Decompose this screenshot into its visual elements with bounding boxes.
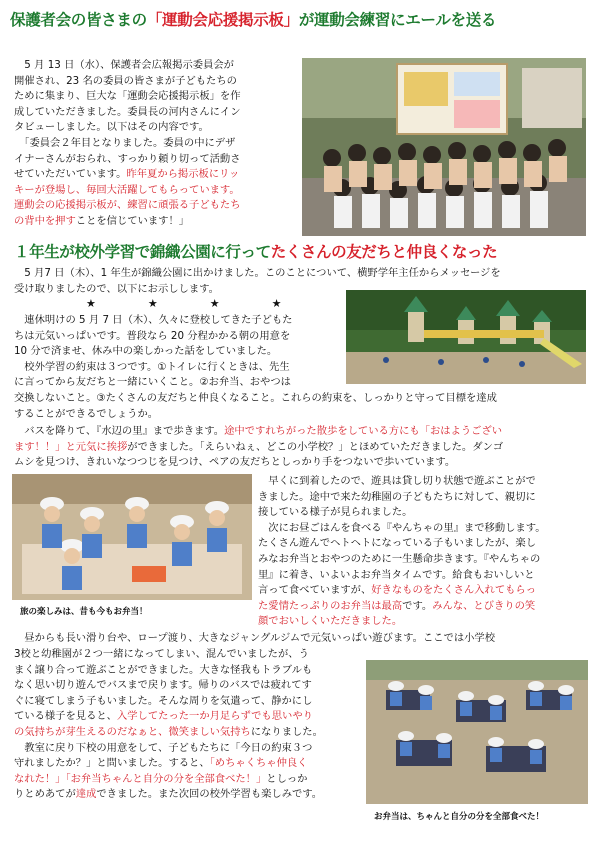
p6-d: りとめあてが bbox=[14, 788, 76, 801]
p5-line bbox=[14, 709, 362, 725]
p4-i: です。 bbox=[402, 599, 433, 612]
p6-d2: できました。また次回の校外学習も楽しみです。 bbox=[96, 788, 323, 801]
p4-line: 早くに到着したので、遊具は貸し切り状態で遊ぶことがで bbox=[258, 475, 536, 487]
p1-line: 校外学習の約束は３つです。①トイレに行くときは、先生 bbox=[14, 360, 290, 373]
section2-paragraph5 bbox=[14, 647, 362, 803]
title-part3: が運動会練習にエールを送る bbox=[298, 11, 497, 29]
s1-line11-red: の背中を押す bbox=[14, 214, 76, 227]
p4-line: たくさん遊んでヘトヘトになっている子もいましたが、楽し bbox=[258, 537, 537, 550]
p4-line bbox=[258, 583, 592, 599]
p5-line: なく思い切り遊んでバスまで戻ります。帰りのバスでは疲れてす bbox=[14, 679, 312, 692]
p6-line: 教室に戻り下校の用意をして、子どもたちに「今日の約束３つ bbox=[14, 741, 313, 754]
star-divider: ★★★★ bbox=[86, 297, 334, 310]
p4-h: 言って食べていますが、 bbox=[258, 584, 372, 597]
s1-line9-red: キーが登場し、毎回大活躍してもらっています。 bbox=[14, 183, 240, 196]
p4-h-red: 好きなものをたくさん入れてもらっ bbox=[371, 584, 537, 597]
playground-photo-graphic bbox=[346, 290, 586, 384]
title-part1: 保護者会の皆さまの bbox=[10, 11, 147, 29]
picnic-caption: 旅の楽しみは、昔も今もお弁当！ bbox=[20, 607, 148, 617]
intro-line: 5 月7 日（木）、1 年生が錦織公園に出かけました。このことについて、横野学年主任からメッセージを bbox=[14, 267, 501, 279]
p4-line bbox=[258, 614, 592, 630]
section2-title bbox=[14, 240, 594, 262]
section2-paragraph2 bbox=[14, 391, 592, 422]
s1-line bbox=[14, 214, 296, 230]
p5-line: まく譲り合って遊ぶことができました。大きな怪我もトラブルも bbox=[14, 663, 313, 676]
section2-paragraph1 bbox=[14, 313, 344, 391]
s1-line8-red: 昨年夏から掲示板にリッ bbox=[126, 168, 240, 181]
p6-line bbox=[14, 787, 362, 803]
p5-f: ている様子を見ると、 bbox=[14, 710, 117, 723]
section2-paragraph3 bbox=[14, 424, 592, 471]
s1-line: 5 月 13 日（水）、保護者会広報掲示委員会が bbox=[14, 59, 234, 71]
section1-text bbox=[14, 58, 296, 230]
p4-line bbox=[258, 599, 592, 615]
p3-a-red: 途中ですれちがった散歩をしている方にも「おはようござい bbox=[224, 425, 503, 437]
p3-line bbox=[14, 440, 592, 456]
p1-line: ちは元気いっぱいです。普段なら 20 分程かかる朝の用意を bbox=[14, 329, 291, 342]
p6-c: としっか bbox=[266, 772, 308, 785]
s1-line: 開催され、23 名の委員の皆さまが子どもたちの bbox=[14, 74, 237, 87]
section2-title-red: たくさんの友だちと仲良くなった bbox=[270, 243, 498, 261]
p6-line bbox=[14, 772, 362, 788]
p4-j-red: 顔でおいしくいただきました。 bbox=[258, 615, 403, 628]
section2-paragraph5-first bbox=[14, 631, 592, 647]
s1-line: タビューしました。以下はその内容です。 bbox=[14, 121, 209, 134]
p3-b-red: ます！！」と元気に挨拶 bbox=[14, 440, 128, 453]
lunch-photo-graphic bbox=[366, 660, 588, 804]
p1-line: に言ってから友だちと一緒にいくこと。②お弁当、おやつは bbox=[14, 376, 291, 389]
p6-line bbox=[14, 756, 362, 772]
p4-line: 里』に着き、いよいよお弁当タイムです。給食もおいしいと bbox=[258, 568, 535, 581]
p3-line: ムシを見つけ、きれいなつつじを見つけ、ペアの友だちとしっかり手をつないで歩いています。 bbox=[14, 456, 456, 469]
p5-line: 昼からも長い滑り台や、ロープ渡り、大きなジャングルジムで元気いっぱい遊びます。ここでは小学校 bbox=[14, 632, 496, 644]
p4-i-red: た愛情たっぷりのお弁当は最高 bbox=[258, 599, 403, 612]
s1-line: 成していただきました。委員長の河内さんにイン bbox=[14, 105, 241, 118]
p6-b-red: 「めちゃくちゃ仲良く bbox=[209, 757, 308, 770]
p2-line: 交換しないこと。③たくさんの友だちと仲良くなること。これらの約束を、しっかりと守って目標を達成 bbox=[14, 392, 497, 404]
group-photo bbox=[302, 58, 586, 236]
p5-g: になりました。 bbox=[250, 725, 323, 738]
p4-line: 次にお昼ごはんを食べる『やんちゃの里』まで移動します。 bbox=[258, 521, 546, 534]
section2-title-green: １年生が校外学習で錦織公園に行って bbox=[14, 243, 271, 261]
s1-line8-plain: せていただいています。 bbox=[14, 168, 127, 181]
title-part2: 「運動会応援掲示板」 bbox=[146, 11, 299, 29]
s1-line bbox=[14, 183, 296, 199]
intro-line: 受け取りましたので、以下にお示しします。 bbox=[14, 282, 219, 295]
p4-line: 接している様子が見られました。 bbox=[258, 506, 413, 519]
p6-d-red: 達成 bbox=[75, 788, 97, 801]
p5-line bbox=[14, 725, 362, 741]
p2-line: することができるでしょうか。 bbox=[14, 407, 159, 420]
p3-a: バスを降りて、『水辺の里』まで歩きます。 bbox=[14, 425, 225, 437]
p4-line: きました。途中で来た幼稚園の子どもたちに対して、親切に bbox=[258, 490, 536, 503]
picnic-photo bbox=[12, 474, 252, 600]
s1-line: イナーさんがおられ、すっかり頼り切って活動さ bbox=[14, 152, 241, 165]
s1-line: ために集まり、巨大な「運動会応援掲示板」を作 bbox=[14, 90, 241, 103]
p3-line bbox=[14, 424, 592, 440]
p3-b: ができました。「えらいねぇ、どこの小学校？」とほめていただきました。ダンゴ bbox=[127, 440, 504, 453]
playground-photo bbox=[346, 290, 586, 384]
p1-line: 10 分で済ませ、休み中の楽しかった話をしていました。 bbox=[14, 345, 278, 358]
s1-line bbox=[14, 198, 296, 214]
p4-i-red2: みんな、とびきりの笑 bbox=[432, 599, 536, 612]
section2-paragraph4 bbox=[258, 474, 592, 630]
picnic-photo-graphic bbox=[12, 474, 252, 600]
p6-c-red: なれた！」「お弁当ちゃんと自分の分を全部食べた！」 bbox=[14, 772, 267, 785]
lunch-photo bbox=[366, 660, 588, 804]
p5-g-red: の気持ちが芽生えるのだなぁと、微笑ましい気持ち bbox=[14, 725, 251, 738]
p4-line: みなお弁当とおやつのために一生懸命歩きます。『やんちゃの bbox=[258, 552, 541, 565]
p1-line: 連休明けの 5 月 7 日（木）、久々に登校してきた子どもた bbox=[14, 314, 293, 326]
p5-f-red: 入学してたった一か月足らずでも思いやり bbox=[116, 710, 313, 723]
s1-line11-plain: ことを信じています！」 bbox=[75, 214, 190, 227]
s1-line: 「委員会２年目となりました。委員の中にデザ bbox=[14, 136, 236, 149]
group-photo-graphic bbox=[302, 58, 586, 236]
s1-line10-red: 運動会の応援掲示板が、練習に頑張る子どもたち bbox=[14, 199, 241, 212]
p5-line: 3校と幼稚園が２つ一緒になってしまい、混んでいましたが、う bbox=[14, 648, 309, 660]
page-title bbox=[10, 8, 590, 30]
p6-b: 守れましたか？」と問いました。すると、 bbox=[14, 757, 210, 770]
p5-line: ぐに寝てしまう子もいました。そんな周りを気遣って、静かにし bbox=[14, 694, 313, 707]
s1-line bbox=[14, 167, 296, 183]
lunch-caption: お弁当は、ちゃんと自分の分を全部食べた！ bbox=[374, 812, 545, 822]
